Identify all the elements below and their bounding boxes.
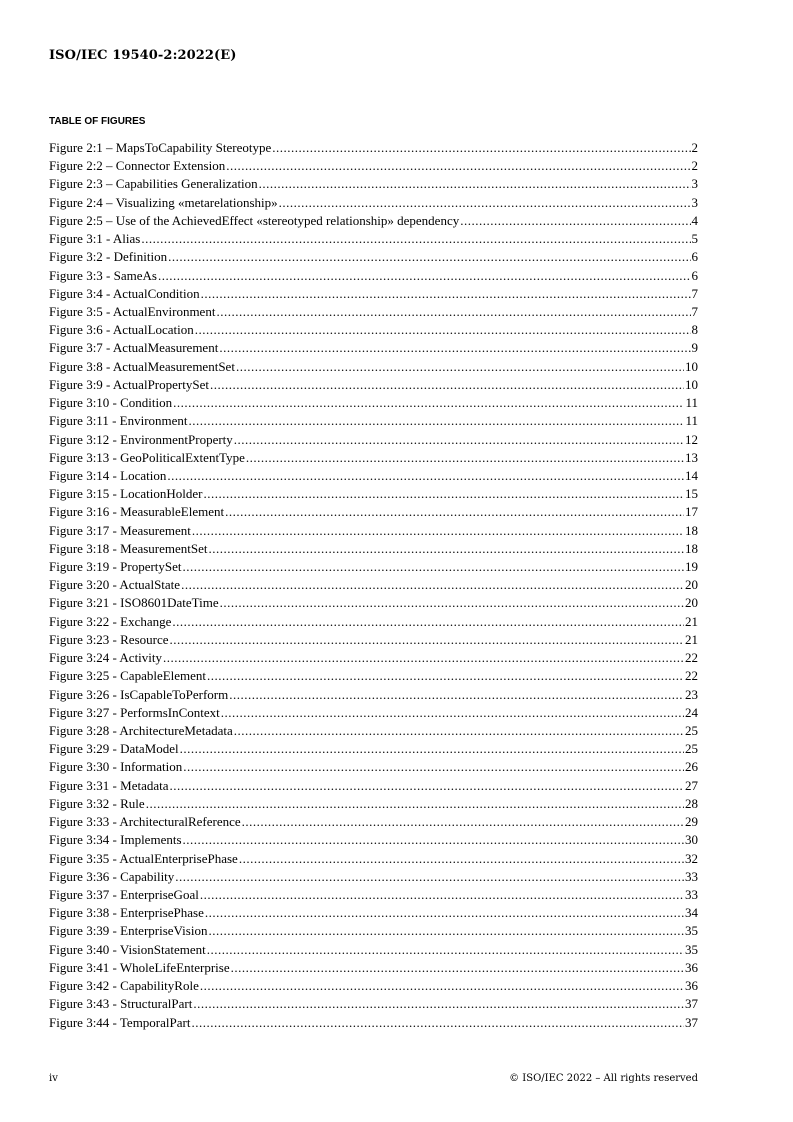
figure-entry[interactable] (49, 358, 698, 376)
dot-leader (259, 175, 691, 193)
figure-entry-page[interactable]: 17 (685, 504, 698, 520)
figure-entry-label[interactable]: Figure 3:17 - Measurement (49, 522, 191, 538)
figure-entry-label[interactable]: Figure 3:35 - ActualEnterprisePhase (49, 850, 238, 866)
figure-entry-page[interactable]: 34 (685, 905, 698, 921)
dot-leader (234, 722, 684, 740)
figure-entry-label[interactable]: Figure 3:19 - PropertySet (49, 559, 182, 575)
dot-leader (239, 850, 684, 868)
figure-entry-label[interactable]: Figure 3:37 - EnterpriseGoal (49, 886, 199, 902)
figure-entry[interactable] (49, 995, 698, 1013)
figure-entry-page[interactable]: 22 (685, 668, 698, 684)
figure-entry-page[interactable]: 2 (691, 140, 698, 155)
figure-entry-label[interactable]: Figure 3:8 - ActualMeasurementSet (49, 358, 235, 374)
document-header: ISO/IEC 19540-2:2022(E) (49, 48, 237, 63)
figure-entry-label[interactable]: Figure 3:28 - ArchitectureMetadata (49, 723, 233, 738)
figure-entry-label[interactable]: Figure 3:2 - Definition (49, 249, 168, 265)
figure-entry-label[interactable]: Figure 3:18 - MeasurementSet (49, 540, 208, 556)
figure-entry-page[interactable]: 33 (685, 868, 698, 884)
figure-entry-label[interactable]: Figure 3:30 - Information (49, 759, 183, 775)
figure-entry-label[interactable]: Figure 3:34 - Implements (49, 832, 182, 848)
dot-leader (183, 558, 684, 576)
figure-entry-label[interactable]: Figure 3:40 - VisionStatement (49, 941, 206, 957)
dot-leader (460, 212, 690, 230)
figure-entry-label[interactable]: Figure 3:31 - Metadata (49, 777, 169, 793)
figure-entry[interactable] (49, 194, 698, 212)
figure-entry-page[interactable]: 21 (685, 631, 698, 647)
figure-entry[interactable] (49, 686, 698, 704)
dot-leader (181, 576, 684, 594)
figure-entry-page[interactable]: 22 (685, 650, 698, 666)
dot-leader (183, 758, 684, 776)
dot-leader (226, 157, 690, 175)
figure-entry-page[interactable]: 20 (685, 577, 698, 593)
figure-entry-page[interactable]: 36 (685, 959, 698, 975)
figure-entry-label[interactable]: Figure 3:21 - ISO8601DateTime (49, 595, 219, 611)
figure-entry[interactable] (49, 303, 698, 321)
figure-entry[interactable] (49, 922, 698, 940)
figure-entry-page[interactable]: 33 (685, 886, 698, 902)
dot-leader (225, 503, 684, 521)
dot-leader (158, 267, 691, 285)
figure-entry-page[interactable]: 27 (685, 777, 698, 793)
figure-entry-page[interactable]: 6 (691, 267, 698, 283)
figure-entry-label[interactable]: Figure 3:27 - PerformsInContext (49, 704, 220, 720)
figure-entry-page[interactable]: 24 (685, 704, 698, 720)
figure-entry[interactable] (49, 613, 698, 631)
dot-leader (146, 795, 684, 813)
figure-entry[interactable] (49, 704, 698, 722)
figure-entry[interactable] (49, 831, 698, 849)
dot-leader (208, 922, 684, 940)
figure-entry[interactable] (49, 576, 698, 594)
figure-entry[interactable] (49, 540, 698, 558)
figure-entry-label[interactable]: Figure 2:1 – MapsToCapability Stereotype (49, 140, 272, 155)
figure-entry-label[interactable]: Figure 3:32 - Rule (49, 795, 145, 811)
figure-entry-label[interactable]: Figure 3:41 - WholeLifeEnterprise (49, 959, 230, 975)
figure-entry[interactable] (49, 212, 698, 230)
table-of-figures-list (49, 139, 698, 1032)
figure-entry-page[interactable]: 5 (691, 231, 698, 247)
figure-entry-page[interactable]: 6 (691, 249, 698, 265)
dot-leader (207, 941, 684, 959)
figure-entry[interactable] (49, 667, 698, 685)
figure-entry-label[interactable]: Figure 2:4 – Visualizing «metarelationship» (49, 194, 278, 210)
dot-leader (180, 740, 684, 758)
figure-entry-page[interactable]: 9 (691, 340, 698, 356)
figure-entry-page[interactable]: 4 (691, 212, 698, 228)
dot-leader (172, 613, 684, 631)
figure-entry-page[interactable]: 20 (685, 595, 698, 611)
figure-entry-label[interactable]: Figure 2:3 – Capabilities Generalization (49, 176, 258, 192)
footer-copyright: © ISO/IEC 2022 – All rights reserved (509, 1073, 698, 1084)
figure-entry-label[interactable]: Figure 3:13 - GeoPoliticalExtentType (49, 449, 245, 465)
figure-entry-label[interactable]: Figure 3:39 - EnterpriseVision (49, 923, 208, 939)
figure-entry-page[interactable]: 18 (685, 540, 698, 556)
figure-entry[interactable] (49, 777, 698, 795)
figure-entry-page[interactable]: 18 (685, 522, 698, 538)
figure-entry[interactable] (49, 175, 698, 193)
figure-entry-label[interactable]: Figure 3:14 - Location (49, 467, 167, 483)
dot-leader (192, 522, 684, 540)
figure-entry-page[interactable]: 25 (685, 741, 698, 757)
figure-entry[interactable] (49, 522, 698, 540)
figure-entry[interactable] (49, 558, 698, 576)
dot-leader (236, 358, 684, 376)
figure-entry-page[interactable]: 23 (685, 686, 698, 702)
footer-page-number: iv (49, 1073, 58, 1084)
figure-entry-label[interactable]: Figure 3:26 - IsCapableToPerform (49, 686, 229, 702)
figure-entry-label[interactable]: Figure 3:20 - ActualState (49, 577, 181, 593)
dot-leader (207, 667, 684, 685)
figure-entry[interactable] (49, 267, 698, 285)
figure-entry-page[interactable]: 26 (685, 759, 698, 775)
figure-entry-page[interactable]: 7 (691, 303, 698, 319)
dot-leader (193, 995, 684, 1013)
dot-leader (272, 139, 690, 157)
figure-entry-page[interactable]: 30 (685, 832, 698, 848)
figure-entry-label[interactable]: Figure 2:5 – Use of the AchievedEffect «stereotyped relationship» dependency (49, 212, 460, 228)
dot-leader (246, 449, 684, 467)
figure-entry[interactable] (49, 868, 698, 886)
dot-leader (173, 394, 684, 412)
figure-entry[interactable] (49, 248, 698, 266)
figure-entry[interactable] (49, 977, 698, 995)
dot-leader (163, 649, 684, 667)
dot-leader (216, 303, 690, 321)
figure-entry[interactable] (49, 631, 698, 649)
figure-entry-label[interactable]: Figure 3:4 - ActualCondition (49, 285, 200, 301)
figure-entry-label[interactable]: Figure 3:5 - ActualEnvironment (49, 303, 216, 319)
figure-entry[interactable] (49, 157, 698, 175)
figure-entry-page[interactable]: 28 (685, 795, 698, 811)
figure-entry-label[interactable]: Figure 3:42 - CapabilityRole (49, 978, 199, 994)
figure-entry-label[interactable]: Figure 3:24 - Activity (49, 650, 163, 666)
figure-entry-label[interactable]: Figure 3:43 - StructuralPart (49, 996, 193, 1012)
dot-leader (175, 868, 684, 886)
dot-leader (191, 1014, 684, 1032)
figure-entry[interactable] (49, 139, 698, 157)
figure-entry[interactable] (49, 959, 698, 977)
figure-entry-label[interactable]: Figure 3:36 - Capability (49, 868, 175, 884)
dot-leader (219, 339, 690, 357)
figure-entry-page[interactable]: 12 (685, 431, 698, 447)
figure-entry-page[interactable]: 37 (685, 996, 698, 1012)
dot-leader (231, 959, 684, 977)
dot-leader (221, 704, 684, 722)
dot-leader (234, 431, 684, 449)
dot-leader (201, 285, 691, 303)
dot-leader (200, 977, 684, 995)
dot-leader (203, 485, 684, 503)
figure-entry[interactable] (49, 394, 698, 412)
figure-entry[interactable] (49, 339, 698, 357)
dot-leader (195, 321, 691, 339)
dot-leader (205, 904, 684, 922)
figure-entry-label[interactable]: Figure 3:1 - Alias (49, 231, 141, 247)
dot-leader (170, 631, 684, 649)
figure-entry-page[interactable]: 14 (685, 467, 698, 483)
figure-entry[interactable] (49, 449, 698, 467)
figure-entry-label[interactable]: Figure 2:2 – Connector Extension (49, 158, 226, 174)
figure-entry-label[interactable]: Figure 3:12 - EnvironmentProperty (49, 431, 233, 447)
figure-entry-page[interactable]: 37 (685, 1014, 698, 1030)
figure-entry-label[interactable]: Figure 3:23 - Resource (49, 631, 169, 647)
figure-entry-page[interactable]: 21 (685, 613, 698, 629)
figure-entry-label[interactable]: Figure 3:11 - Environment (49, 413, 188, 429)
dot-leader (210, 376, 684, 394)
figure-entry[interactable] (49, 850, 698, 868)
figure-entry-page[interactable]: 2 (691, 158, 698, 174)
figure-entry[interactable] (49, 321, 698, 339)
figure-entry-page[interactable]: 32 (685, 850, 698, 866)
table-of-figures-title: TABLE OF FIGURES (49, 116, 146, 127)
figure-entry[interactable] (49, 594, 698, 612)
figure-entry[interactable] (49, 1014, 698, 1032)
dot-leader (279, 194, 691, 212)
figure-entry-page[interactable]: 3 (691, 194, 698, 210)
figure-entry[interactable] (49, 431, 698, 449)
figure-entry[interactable] (49, 485, 698, 503)
figure-entry[interactable] (49, 758, 698, 776)
figure-entry[interactable] (49, 886, 698, 904)
figure-entry[interactable] (49, 467, 698, 485)
dot-leader (200, 886, 684, 904)
figure-entry-page[interactable]: 13 (685, 449, 698, 465)
figure-entry-label[interactable]: Figure 3:22 - Exchange (49, 613, 172, 629)
figure-entry-label[interactable]: Figure 3:16 - MeasurableElement (49, 504, 225, 520)
figure-entry[interactable] (49, 376, 698, 394)
figure-entry-page[interactable]: 7 (691, 285, 698, 301)
figure-entry-label[interactable]: Figure 3:6 - ActualLocation (49, 322, 194, 338)
figure-entry-page[interactable]: 11 (685, 395, 698, 411)
dot-leader (220, 594, 684, 612)
figure-entry-page[interactable]: 15 (685, 486, 698, 502)
figure-entry[interactable] (49, 740, 698, 758)
figure-entry[interactable] (49, 230, 698, 248)
figure-entry[interactable] (49, 285, 698, 303)
figure-entry-page[interactable]: 36 (685, 978, 698, 994)
figure-entry[interactable] (49, 412, 698, 430)
figure-entry-page[interactable]: 3 (691, 176, 698, 192)
figure-entry-label[interactable]: Figure 3:15 - LocationHolder (49, 486, 203, 502)
figure-entry-label[interactable]: Figure 3:29 - DataModel (49, 741, 179, 757)
figure-entry-label[interactable]: Figure 3:38 - EnterprisePhase (49, 905, 204, 921)
figure-entry[interactable] (49, 503, 698, 521)
figure-entry[interactable] (49, 813, 698, 831)
figure-entry-page[interactable]: 35 (685, 941, 698, 957)
figure-entry[interactable] (49, 941, 698, 959)
figure-entry[interactable] (49, 904, 698, 922)
dot-leader (189, 412, 685, 430)
dot-leader (209, 540, 685, 558)
dot-leader (168, 248, 690, 266)
dot-leader (183, 831, 684, 849)
figure-entry-page[interactable]: 35 (685, 923, 698, 939)
figure-entry[interactable] (49, 649, 698, 667)
figure-entry-page[interactable]: 8 (691, 322, 698, 338)
figure-entry[interactable] (49, 722, 698, 740)
figure-entry-label[interactable]: Figure 3:44 - TemporalPart (49, 1014, 191, 1030)
figure-entry-page[interactable]: 25 (685, 723, 698, 738)
figure-entry-label[interactable]: Figure 3:3 - SameAs (49, 267, 157, 283)
figure-entry[interactable] (49, 795, 698, 813)
dot-leader (242, 813, 684, 831)
figure-entry-page[interactable]: 10 (685, 358, 698, 374)
figure-entry-page[interactable]: 19 (685, 559, 698, 575)
figure-entry-page[interactable]: 11 (685, 413, 698, 429)
figure-entry-label[interactable]: Figure 3:9 - ActualPropertySet (49, 376, 209, 392)
figure-entry-label[interactable]: Figure 3:10 - Condition (49, 395, 173, 411)
figure-entry-page[interactable]: 10 (685, 376, 698, 392)
dot-leader (167, 467, 684, 485)
dot-leader (229, 686, 684, 704)
figure-entry-label[interactable]: Figure 3:7 - ActualMeasurement (49, 340, 219, 356)
dot-leader (170, 777, 685, 795)
figure-entry-page[interactable]: 29 (685, 814, 698, 830)
figure-entry-label[interactable]: Figure 3:25 - CapableElement (49, 668, 207, 684)
dot-leader (141, 230, 690, 248)
figure-entry-label[interactable]: Figure 3:33 - ArchitecturalReference (49, 814, 241, 830)
